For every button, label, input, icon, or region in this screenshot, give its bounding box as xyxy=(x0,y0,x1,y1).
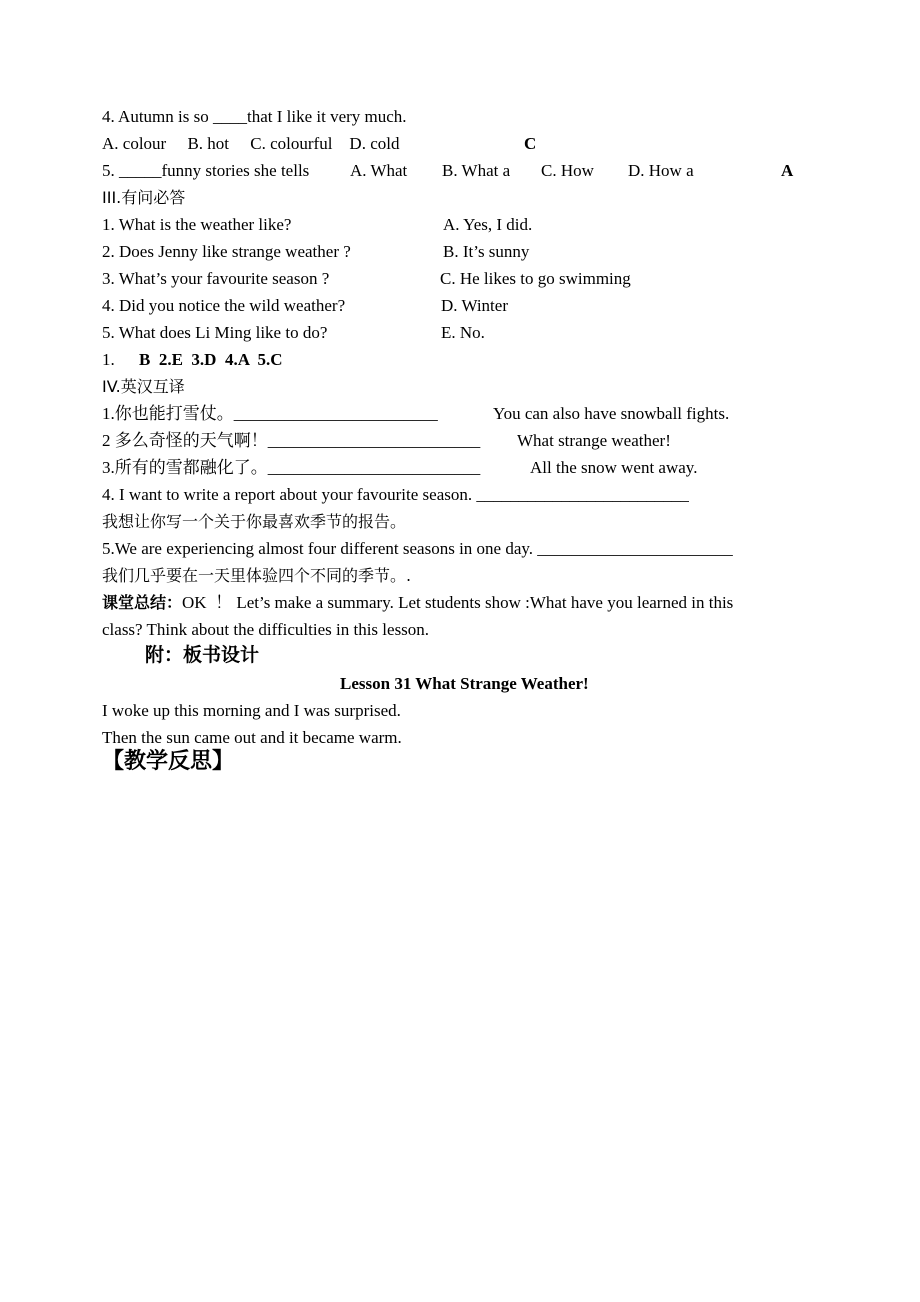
question-4-options: A. colour B. hot C. colourful D. cold xyxy=(102,134,400,153)
section-3-title: III.有问必答 xyxy=(102,188,186,207)
question-5-option-a: A. What xyxy=(350,161,408,180)
board-line-2: Then the sun came out and it became warm. xyxy=(102,728,402,747)
question-4: 4. Autumn is so ____that I like it very much. xyxy=(102,107,407,126)
translation-2-prompt: 2 多么奇怪的天气啊！_________________________ xyxy=(102,431,481,450)
section-3-answer: D. Winter xyxy=(441,296,508,315)
question-5-answer: A xyxy=(781,161,794,180)
lesson-title: Lesson 31 What Strange Weather! xyxy=(340,674,589,693)
translation-5-answer: 我们几乎要在一天里体验四个不同的季节。. xyxy=(102,566,412,585)
translation-3-answer: All the snow went away. xyxy=(530,458,698,477)
teaching-reflection-title: 【教学反思】 xyxy=(102,749,235,774)
translation-1-prompt: 1.你也能打雪仗。________________________ xyxy=(102,404,438,423)
translation-5-prompt: 5.We are experiencing almost four different seasons in one day. _______________________ xyxy=(102,539,733,558)
summary-label: 课堂总结： xyxy=(102,593,183,612)
section-3-question: 5. What does Li Ming like to do? xyxy=(102,323,328,342)
question-5-option-c: C. How xyxy=(541,161,594,180)
section-4-title: IV.英汉互译 xyxy=(102,377,185,396)
section-3-key-number: 1. xyxy=(102,350,115,369)
translation-3-prompt: 3.所有的雪都融化了。_________________________ xyxy=(102,458,481,477)
section-3-question: 4. Did you notice the wild weather? xyxy=(102,296,346,315)
question-5-stem: 5. _____funny stories she tells xyxy=(102,161,310,180)
section-3-question: 3. What’s your favourite season ? xyxy=(102,269,330,288)
section-3-answer: A. Yes, I did. xyxy=(443,215,533,234)
board-design-title: 附：板书设计 xyxy=(145,644,260,666)
section-3-answer-key: B 2.E 3.D 4.A 5.C xyxy=(139,350,283,369)
translation-4-prompt: 4. I want to write a report about your favourite season. _________________________ xyxy=(102,485,689,504)
section-3-answer: C. He likes to go swimming xyxy=(440,269,631,288)
section-3-question: 2. Does Jenny like strange weather ? xyxy=(102,242,351,261)
section-3-answer: B. It’s sunny xyxy=(443,242,530,261)
question-5-option-b: B. What a xyxy=(442,161,511,180)
translation-1-answer: You can also have snowball fights. xyxy=(493,404,730,423)
summary-text-1: OK ！ Let’s make a summary. Let students show :What have you learned in this xyxy=(182,593,734,612)
summary-line-1 xyxy=(102,592,733,614)
question-5-option-d: D. How a xyxy=(628,161,694,180)
section-3-answer: E. No. xyxy=(441,323,485,342)
section-3-question: 1. What is the weather like? xyxy=(102,215,292,234)
translation-4-answer: 我想让你写一个关于你最喜欢季节的报告。 xyxy=(102,512,407,531)
question-4-answer: C xyxy=(524,134,537,153)
translation-2-answer: What strange weather! xyxy=(517,431,671,450)
board-line-1: I woke up this morning and I was surprised. xyxy=(102,701,401,720)
summary-text-2: class? Think about the difficulties in this lesson. xyxy=(102,620,430,639)
